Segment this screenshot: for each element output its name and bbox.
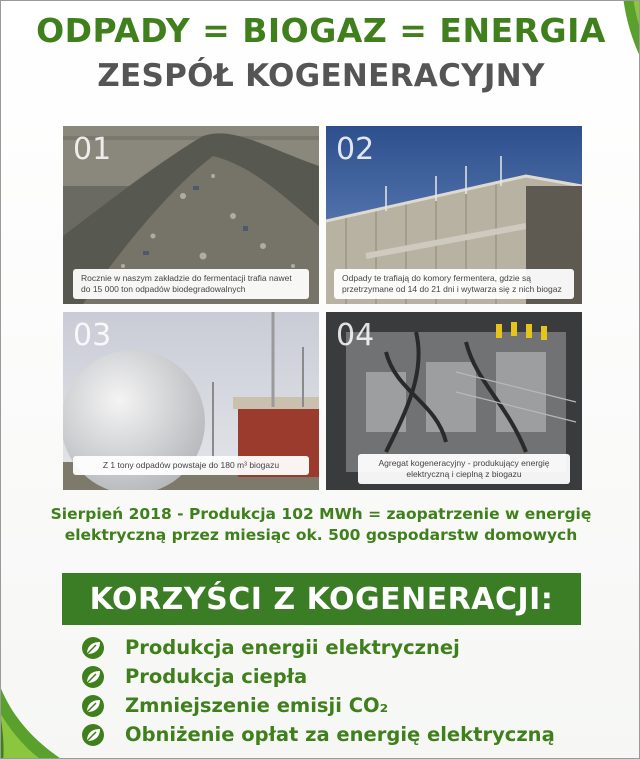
benefit-label: Zmniejszenie emisji CO₂ [125, 694, 389, 717]
page-subtitle: ZESPÓŁ KOGENERACYJNY [97, 58, 545, 94]
benefit-label: Obniżenie opłat za energię elektryczną [125, 723, 555, 746]
leaf-icon [81, 665, 105, 689]
step-panel-03 [63, 312, 319, 490]
step-panel-02 [326, 126, 582, 304]
page-title: ODPADY = BIOGAZ = ENERGIA [36, 11, 606, 50]
production-statement [1, 504, 640, 546]
step-caption: Z 1 tony odpadów powstaje do 180 m³ biogazu [73, 456, 309, 475]
step-caption: Agregat kogeneracyjny - produkujący energię elektryczną i cieplną z biogazu [358, 454, 570, 484]
leaf-icon [81, 723, 105, 747]
step-caption: Odpady te trafiają do komory fermentera, gdzie są przetrzymane od 14 do 21 dni i wytwarza się z nich biogaz [334, 269, 574, 299]
list-item [81, 662, 555, 691]
leaf-icon [81, 636, 105, 660]
list-item [81, 691, 555, 720]
step-caption: Rocznie w naszym zakładzie do fermentacji trafia nawet do 15 000 ton odpadów biodegradowalnych [73, 269, 309, 299]
benefits-heading: KORZYŚCI Z KOGENERACJI: [62, 573, 581, 625]
step-number: 01 [73, 132, 112, 167]
step-panel-01 [63, 126, 319, 304]
benefits-list [81, 633, 555, 749]
production-line: elektryczną przez miesiąc ok. 500 gospodarstw domowych [64, 526, 578, 544]
step-number: 03 [73, 318, 112, 353]
production-line: Sierpień 2018 - Produkcja 102 MWh = zaopatrzenie w energię [50, 505, 592, 523]
leaf-icon [81, 694, 105, 718]
benefit-label: Produkcja energii elektrycznej [125, 636, 460, 659]
list-item [81, 633, 555, 662]
step-number: 02 [336, 132, 375, 167]
step-number: 04 [336, 318, 375, 353]
list-item [81, 720, 555, 749]
benefit-label: Produkcja ciepła [125, 665, 308, 688]
step-panel-04 [326, 312, 582, 490]
corner-leaf-icon [0, 668, 69, 759]
